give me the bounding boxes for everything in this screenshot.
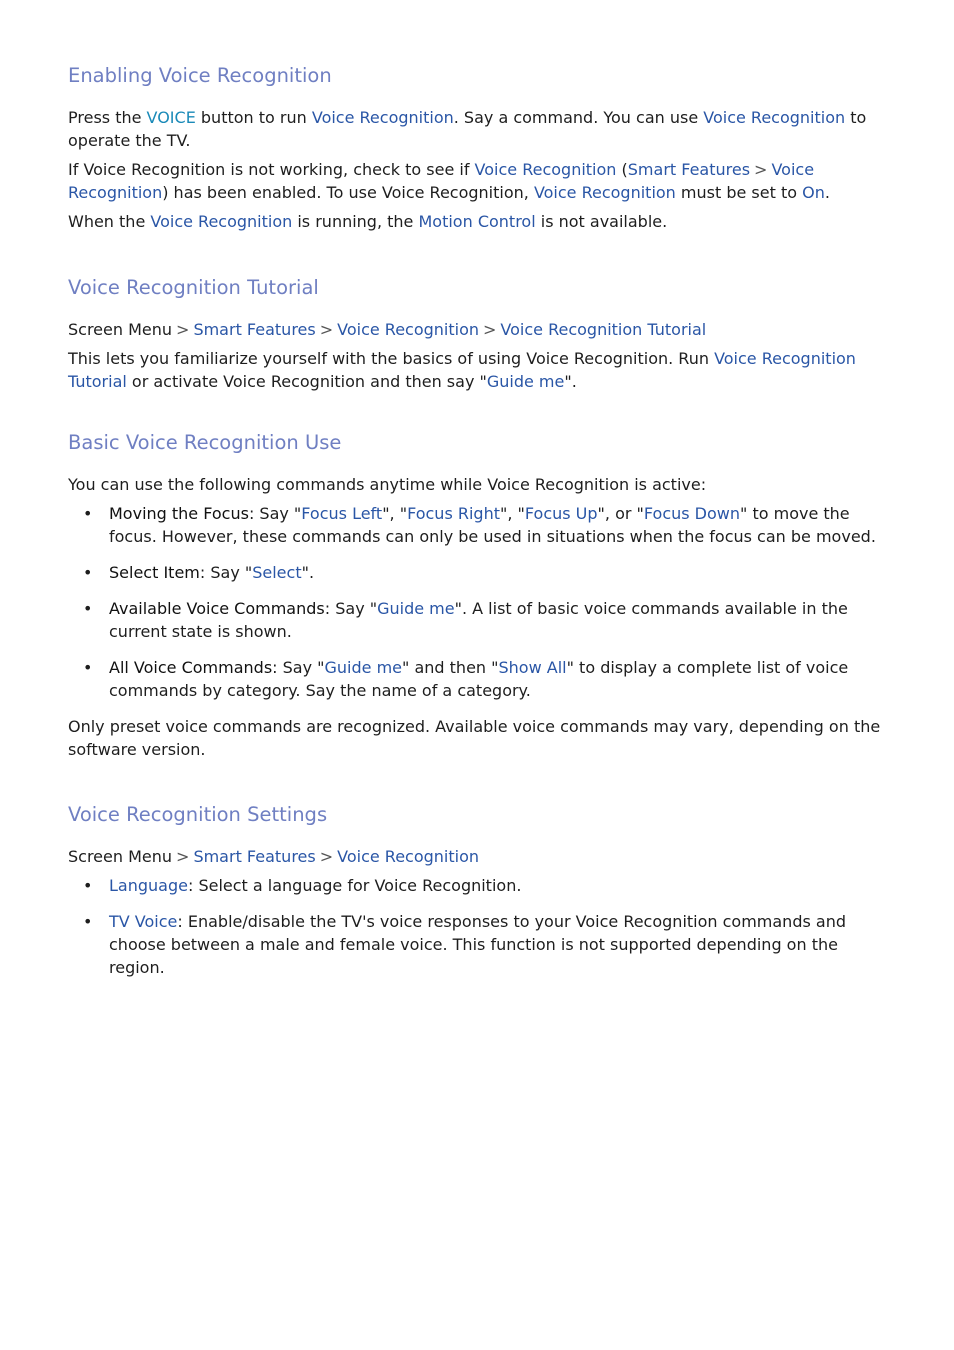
bullet-icon: • [83,876,93,895]
bullet-icon: • [83,563,93,582]
text: : Say " [199,563,253,582]
link-language[interactable]: Language [109,876,188,895]
link-voice-recognition[interactable]: Voice Recognition [68,160,815,202]
text: ". [301,563,315,582]
link-voice-recognition-tutorial[interactable]: Voice Recognition Tutorial [500,320,707,339]
term: All Voice Commands [109,658,273,677]
text: ) has been enabled. To use Voice Recognition, [162,183,534,202]
list-item-available-commands [68,597,888,643]
text: : Select a language for Voice Recognition. [187,876,522,895]
link-select[interactable]: Select [252,563,302,582]
link-voice-recognition-tutorial[interactable]: Voice Recognition Tutorial [68,349,856,391]
text: ", " [500,504,525,523]
text: " and then " [402,658,499,677]
link-on[interactable]: On [802,183,825,202]
bullet-icon: • [83,912,93,931]
chevron-right-icon: > [319,847,334,866]
link-voice-recognition[interactable]: Voice Recognition [337,847,480,866]
path-screen-menu: Screen Menu [68,320,173,339]
section-title-tutorial: Voice Recognition Tutorial [68,276,319,299]
paragraph-motion-control [68,210,888,233]
text: or activate Voice Recognition and then say " [126,372,487,391]
link-voice-recognition[interactable]: Voice Recognition [337,320,480,339]
chevron-right-icon: > [754,160,768,179]
paragraph-not-working [68,158,888,204]
menu-path-settings [68,845,888,868]
list-item-select-item [68,561,888,584]
text: : Say " [272,658,325,677]
link-focus-up[interactable]: Focus Up [524,504,598,523]
bullet-icon: • [83,658,93,677]
list-item-language [68,874,888,897]
text: : Say " [248,504,302,523]
paragraph-commands-intro: You can use the following commands anytime while Voice Recognition is active: [68,475,707,494]
text: : Say " [324,599,378,618]
text: . Say a command. You can use [453,108,704,127]
text: This lets you familiarize yourself with the basics of using Voice Recognition. Run [68,349,715,368]
link-guide-me[interactable]: Guide me [324,658,403,677]
bullet-icon: • [83,599,93,618]
text: ", or " [597,504,644,523]
text: ( [616,160,628,179]
term: Select Item [109,563,200,582]
link-voice-recognition[interactable]: Voice Recognition [533,183,676,202]
chevron-right-icon: > [483,320,497,339]
term: Moving the Focus [109,504,249,523]
link-smart-features[interactable]: Smart Features [627,160,751,179]
command-list [68,502,888,702]
list-item-moving-focus [68,502,888,548]
menu-path-tutorial [68,318,888,341]
paragraph-press-voice [68,106,888,152]
voice-button-label: VOICE [146,108,196,127]
text: is not available. [535,212,668,231]
link-motion-control[interactable]: Motion Control [418,212,536,231]
list-item-all-commands [68,656,888,702]
link-smart-features[interactable]: Smart Features [193,847,316,866]
link-show-all[interactable]: Show All [498,658,567,677]
link-voice-recognition[interactable]: Voice Recognition [474,160,617,179]
link-focus-right[interactable]: Focus Right [407,504,500,523]
paragraph-preset-commands: Only preset voice commands are recognized. Available voice commands may vary, depending on the software version. [68,717,881,759]
text: ", " [382,504,408,523]
paragraph-tutorial [68,347,888,393]
section-title-basic-use: Basic Voice Recognition Use [68,431,342,454]
path-screen-menu: Screen Menu [68,847,173,866]
link-voice-recognition[interactable]: Voice Recognition [150,212,293,231]
text: " to display a complete list of voice commands by category. Say the name of a category. [109,658,849,700]
text: Press the [68,108,147,127]
chevron-right-icon: > [319,320,334,339]
text: If Voice Recognition is not working, check to see if [68,160,475,179]
text: : Enable/disable the TV's voice responses to your Voice Recognition commands and choose between a male and female voice. This function is not supported depending on the region. [109,912,846,977]
bullet-icon: • [83,504,93,523]
text: to operate the TV. [68,108,867,150]
link-focus-down[interactable]: Focus Down [643,504,741,523]
text: " to move the focus. However, these commands can only be used in situations when the focus can be moved. [109,504,876,546]
link-guide-me[interactable]: Guide me [377,599,455,618]
manual-page [68,62,888,992]
text: ". A list of basic voice commands available in the current state is shown. [109,599,848,641]
link-guide-me[interactable]: Guide me [486,372,565,391]
text: ". [564,372,577,391]
settings-list [68,874,888,979]
chevron-right-icon: > [176,320,190,339]
link-voice-recognition[interactable]: Voice Recognition [311,108,454,127]
text: is running, the [292,212,419,231]
section-title-settings: Voice Recognition Settings [68,803,328,826]
link-focus-left[interactable]: Focus Left [301,504,383,523]
term: Available Voice Commands [109,599,325,618]
link-voice-recognition[interactable]: Voice Recognition [703,108,846,127]
link-smart-features[interactable]: Smart Features [193,320,316,339]
text: . [824,183,830,202]
list-item-tv-voice [68,910,888,979]
text: When the [68,212,151,231]
text: button to run [195,108,312,127]
text: must be set to [675,183,803,202]
section-title-enabling: Enabling Voice Recognition [68,64,332,87]
link-tv-voice[interactable]: TV Voice [109,912,178,931]
chevron-right-icon: > [176,847,190,866]
